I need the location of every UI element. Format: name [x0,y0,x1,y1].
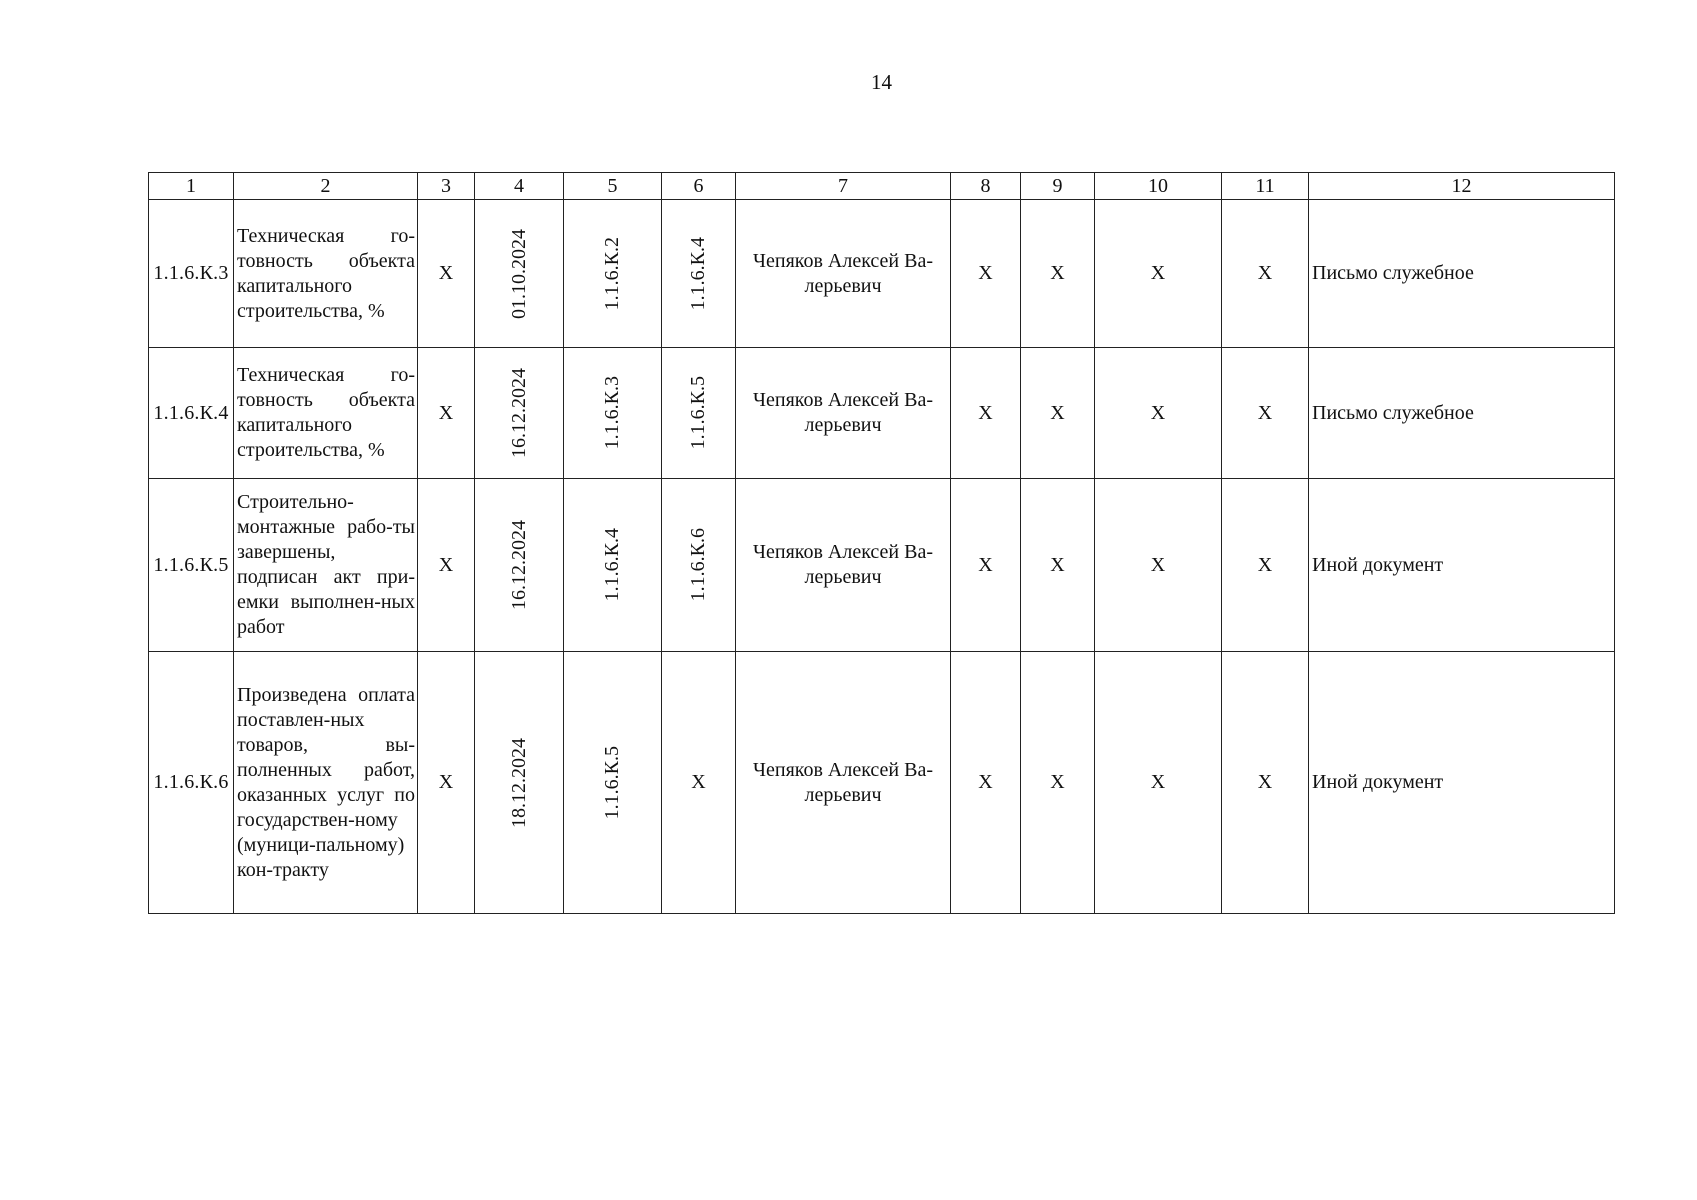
row-date: 18.12.2024 [507,737,530,828]
row-next-point: 1.1.6.К.4 [687,236,709,311]
row-date: 16.12.2024 [507,520,530,610]
cell-col8: X [951,479,1021,652]
cell-col11: X [1222,479,1309,652]
header-cell: 9 [1021,173,1095,200]
cell-col11: X [1222,348,1309,479]
header-cell: 5 [564,173,662,200]
row-code: 1.1.6.К.5 [149,479,234,652]
row-document: Письмо служебное [1309,348,1615,479]
cell-col3: X [418,200,475,348]
cell-col9: X [1021,479,1095,652]
cell-col3: X [418,348,475,479]
table-row [149,200,1615,348]
page-number: 14 [871,70,892,94]
row-code: 1.1.6.К.4 [149,348,234,479]
row-name: Произведена оплата поставлен-ных товаров, вы-полненных работ, оказанных услуг по государствен-ному (муници-пальному) кон-тракту [237,683,415,881]
control-points-table [148,172,1615,914]
header-cell: 7 [736,173,951,200]
row-date: 16.12.2024 [507,368,530,458]
cell-col9: X [1021,348,1095,479]
header-cell: 11 [1222,173,1309,200]
header-cell: 12 [1309,173,1615,200]
row-next-point: 1.1.6.К.5 [687,376,709,450]
row-code: 1.1.6.К.6 [149,652,234,914]
row-name: Строительно-монтажные рабо-ты завершены, подписан акт при-емки выполнен-ных работ [237,491,415,638]
cell-col8: X [951,652,1021,914]
row-name: Техническая го-товность объекта капитального строительства, % [237,224,415,322]
row-prev-point: 1.1.6.К.3 [601,376,623,450]
cell-col11: X [1222,652,1309,914]
header-row [149,173,1615,200]
row-responsible: Чепяков Алексей Ва-лерьевич [736,200,951,348]
row-responsible: Чепяков Алексей Ва-лерьевич [736,348,951,479]
header-cell: 2 [234,173,418,200]
row-document: Иной документ [1309,479,1615,652]
header-cell: 10 [1095,173,1222,200]
row-prev-point: 1.1.6.К.4 [601,528,623,602]
row-date: 01.10.2024 [507,228,530,319]
row-document: Письмо служебное [1309,200,1615,348]
cell-col9: X [1021,200,1095,348]
table-row [149,348,1615,479]
header-cell: 6 [662,173,736,200]
row-code: 1.1.6.К.3 [149,200,234,348]
header-cell: 1 [149,173,234,200]
row-responsible: Чепяков Алексей Ва-лерьевич [736,652,951,914]
cell-col10: X [1095,652,1222,914]
header-cell: 3 [418,173,475,200]
cell-col10: X [1095,348,1222,479]
table-row [149,652,1615,914]
row-prev-point: 1.1.6.К.2 [601,236,623,311]
cell-col8: X [951,348,1021,479]
header-cell: 4 [475,173,564,200]
table-row [149,479,1615,652]
cell-col11: X [1222,200,1309,348]
row-name: Техническая го-товность объекта капитального строительства, % [237,364,415,461]
cell-col9: X [1021,652,1095,914]
cell-col8: X [951,200,1021,348]
row-prev-point: 1.1.6.К.5 [601,745,623,820]
cell-col3: X [418,479,475,652]
row-next-point: 1.1.6.К.6 [687,528,709,602]
row-document: Иной документ [1309,652,1615,914]
cell-col3: X [418,652,475,914]
row-next-point: X [662,652,736,914]
header-cell: 8 [951,173,1021,200]
cell-col10: X [1095,200,1222,348]
cell-col10: X [1095,479,1222,652]
row-responsible: Чепяков Алексей Ва-лерьевич [736,479,951,652]
